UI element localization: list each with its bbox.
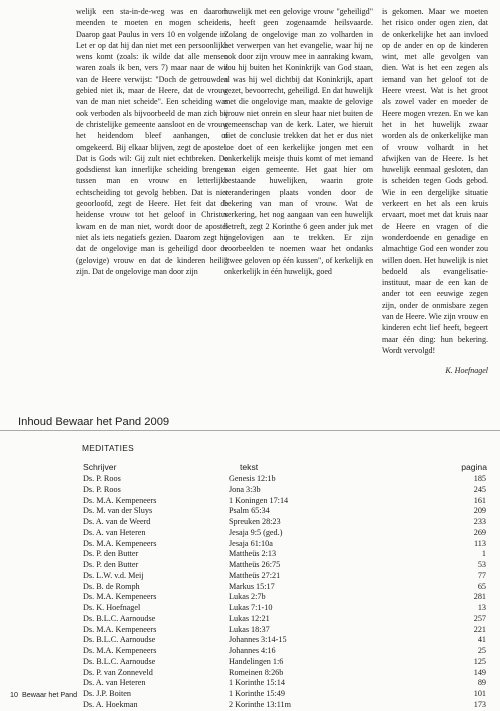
row-text: Mattheüs 2:13 <box>229 549 277 559</box>
row-author: Ds. A. van Heteren <box>83 678 146 688</box>
row-page: 221 <box>473 624 486 634</box>
section-divider <box>0 430 500 431</box>
row-page: 281 <box>473 592 486 602</box>
row-page: 161 <box>473 495 486 505</box>
row-text: 1 Korinthe 15:49 <box>229 689 285 698</box>
row-text: Handelingen 1:6 <box>229 656 284 666</box>
row-author: Ds. M. van der Sluys <box>83 506 153 516</box>
row-page: 1 <box>481 549 486 559</box>
row-author: Ds. M.A. Kempeneers <box>83 624 157 634</box>
footer-publication: Bewaar het Pand <box>22 690 78 699</box>
table-row <box>82 625 490 636</box>
footer-page-number: 10 <box>10 690 18 699</box>
article-column-3 <box>382 6 488 356</box>
article-column-1 <box>76 6 228 277</box>
article-column-1-text: welijk een sta-in-de-weg was en daarom meenden te moeten en mogen scheiden. Daarop gaat Paulus in vers 10 en volgende in. Let er op dat hij dan niet met een persoonlijke wens komt (zoals: ik wilde dat alle mensen waren zoals ik ben, vers 7) maar naar de wil van de Heere verwijst: "Doch de getrouwden gebied niet ik, maar de Heere, dat de vrouw van de man niet scheide". Een scheiding was ook verboden als bijvoorbeeld de man zich bij de christelijke gemeente aansloot en de vrouw het heidendom bleef aanhangen, of omgekeerd. Bij elkaar blijven, zegt de apostel. Dat is Gods wil: Gij zult niet echtbreken. De godsdienst kan innerlijke scheiding brengen tussen man en vrouw en letterlijke echtscheiding tot gevolg hebben. Dat is niet geoorloofd, zegt de Heere. Het feit dat de heidense vrouw tot het geloof in Christus kwam en de man niet, wordt door de apostel niet als iets negatiefs gezien. Daarom zegt hij dat de ongelovige man is geheiligd door de (gelovige) vrouw en dat de kinderen heilig zijn. Dat de ongelovige man door zijn <box>76 7 228 276</box>
row-author: Ds. P. Roos <box>83 484 121 494</box>
table-row <box>82 700 490 711</box>
row-page: 125 <box>473 656 486 666</box>
contents-table <box>82 474 490 711</box>
row-text: Jesaja 61:10a <box>229 538 273 548</box>
row-author: Ds. P. Roos <box>83 474 121 483</box>
row-text: Lukas 7:1-10 <box>229 603 273 612</box>
table-row <box>82 614 490 625</box>
row-text: Spreuken 28:23 <box>229 517 281 526</box>
table-row <box>82 603 490 614</box>
row-page: 89 <box>477 678 486 688</box>
row-author: Ds. A. van Heteren <box>83 527 146 537</box>
row-page: 269 <box>473 527 486 537</box>
row-page: 173 <box>473 699 486 709</box>
table-row <box>82 678 490 689</box>
table-row <box>82 474 490 485</box>
table-row <box>82 496 490 507</box>
row-page: 101 <box>473 689 486 698</box>
row-text: 1 Korinthe 15:14 <box>229 678 285 688</box>
table-row <box>82 592 490 603</box>
row-author: Ds. P. den Butter <box>83 549 139 559</box>
row-text: Markus 15:17 <box>229 581 275 591</box>
row-page: 13 <box>477 603 486 612</box>
row-author: Ds. P. den Butter <box>83 560 139 569</box>
row-text: Lukas 18:37 <box>229 624 270 634</box>
section-subtitle: MEDITATIES <box>82 443 135 453</box>
table-row <box>82 646 490 657</box>
row-page: 25 <box>477 646 486 655</box>
row-page: 257 <box>473 613 486 623</box>
row-author: Ds. B.L.C. Aarnoudse <box>83 613 156 623</box>
row-text: Genesis 12:1b <box>229 474 276 483</box>
row-text: 1 Koningen 17:14 <box>229 495 289 505</box>
row-page: 113 <box>474 538 486 548</box>
table-row <box>82 560 490 571</box>
row-author: Ds. B. de Romph <box>83 581 140 591</box>
row-page: 41 <box>477 635 486 645</box>
section-title: Inhoud Bewaar het Pand 2009 <box>18 416 170 428</box>
row-text: Johannes 3:14-15 <box>229 635 287 645</box>
row-author: Ds. J.P. Boiten <box>83 689 131 698</box>
row-text: Psalm 65:34 <box>229 506 270 516</box>
row-page: 233 <box>473 517 486 526</box>
row-text: Jona 3:3b <box>229 484 261 494</box>
row-text: Lukas 2:7b <box>229 592 266 602</box>
page-footer <box>10 690 77 699</box>
row-author: Ds. M.A. Kempeneers <box>83 538 157 548</box>
table-row <box>82 657 490 668</box>
row-text: Jesaja 9:5 (ged.) <box>229 527 283 537</box>
table-row <box>82 549 490 560</box>
row-author: Ds. B.L.C. Aarnoudse <box>83 635 156 645</box>
article-column-2 <box>224 6 373 277</box>
table-row <box>82 528 490 539</box>
row-page: 245 <box>473 484 486 494</box>
table-row <box>82 517 490 528</box>
row-text: Mattheüs 26:75 <box>229 560 281 569</box>
table-row <box>82 571 490 582</box>
row-page: 149 <box>473 667 486 677</box>
column-header-text: tekst <box>240 462 259 472</box>
row-text: Romeinen 8:26b <box>229 667 284 677</box>
row-page: 53 <box>477 560 486 569</box>
row-author: Ds. A. Hoekman <box>83 699 138 709</box>
column-header-page: pagina <box>461 462 487 472</box>
row-author: Ds. K. Hoefnagel <box>83 603 141 612</box>
row-author: Ds. A. van de Weerd <box>83 517 151 526</box>
table-row <box>82 635 490 646</box>
table-row <box>82 485 490 496</box>
row-page: 65 <box>477 581 486 591</box>
row-page: 185 <box>473 474 486 483</box>
article-signature: K. Hoefnagel <box>445 366 488 375</box>
row-text: Johannes 4:16 <box>229 646 276 655</box>
row-page: 77 <box>477 570 486 580</box>
row-text: Mattheüs 27:21 <box>229 570 281 580</box>
row-author: Ds. L.W. v.d. Meij <box>83 570 144 580</box>
row-author: Ds. M.A. Kempeneers <box>83 592 157 602</box>
row-author: Ds. M.A. Kempeneers <box>83 646 157 655</box>
row-text: 2 Korinthe 13:11m <box>229 699 292 709</box>
article-column-3-text: is gekomen. Maar we moeten het risico onder ogen zien, dat de onkerkelijke het aan invloed op de ander en op de kinderen wint, met alle gevolgen van dien. Wat is het een zegen als iemand van het geloof tot de Heere vreest. Wat is het groot als zowel vader en moeder de Heere mogen vrezen. En we kan het in het huwelijk zwaar worden als de onkerkelijke man of vrouw volhardt in het afwijken van de Heere. Is het huwelijk eenmaal gesloten, dan is scheiden tegen Gods gebod. Wie in een dergelijke situatie verkeert en het als een kruis ervaart, moet met dat kruis naar de Heere en vragen of die wonderdoende en genadige en almachtige God een wonder zou willen doen. Het huwelijk is niet bedoeld als evangelisatie-instituut, maar de een kan de ander tot een eeuwige zegen zijn, onder de onmisbare zegen van de Heere. Wie zijn vrouw en kinderen echt lief heeft, begeert maar één ding: hun bekering. Wordt vervolgd! <box>382 7 488 355</box>
table-row <box>82 689 490 700</box>
table-row <box>82 506 490 517</box>
row-author: Ds. P. van Zonneveld <box>83 667 153 677</box>
row-author: Ds. M.A. Kempeneers <box>83 495 157 505</box>
table-row <box>82 539 490 550</box>
row-author: Ds. B.L.C. Aarnoudse <box>83 656 156 666</box>
table-row <box>82 668 490 679</box>
table-row <box>82 582 490 593</box>
article-column-2-text: huwelijk met een gelovige vrouw "geheiligd" is, heeft geen zogenaamde heilsvaarde. Zolang de ongelovige man zo volharden in het verwerpen van het evangelie, waar hij ne ook door zijn vrouw mee in aanraking kwam, zou hij buiten het Koninkrijk van God staan, al was hij wel dichtbij dat Koninkrijk, apart gezet, bevoorrecht, geheiligd. En dat huwelijk met die ongelovige man, maakte de gelovige vrouw niet onrein en sleur haar niet buiten de gemeenschap van de kerk. Later, we hieruit niet de conclusie trekken dat het er dus niet toe doet of een kerkelijke jongen met een onkerkelijk meisje thuis komt of met iemand van eigen gemeente. Het gaat hier om bestaande huwelijken, waarin grote veranderingen plaats vonden door de bekering van man of vrouw. Wat de verkering, het nog aangaan van een huwelijk betreft, zegt 2 Korinthe 6 geen ander juk met ongelovigen aan te trekken. Er zijn voorbeelden te noemen waar het ondanks "twee geloven op één kussen", of kerkelijk en onkerkelijk in één huwelijk, goed <box>224 7 373 276</box>
row-text: Lukas 12:21 <box>229 613 270 623</box>
column-header-author: Schrijver <box>83 462 117 472</box>
row-page: 209 <box>473 506 486 516</box>
